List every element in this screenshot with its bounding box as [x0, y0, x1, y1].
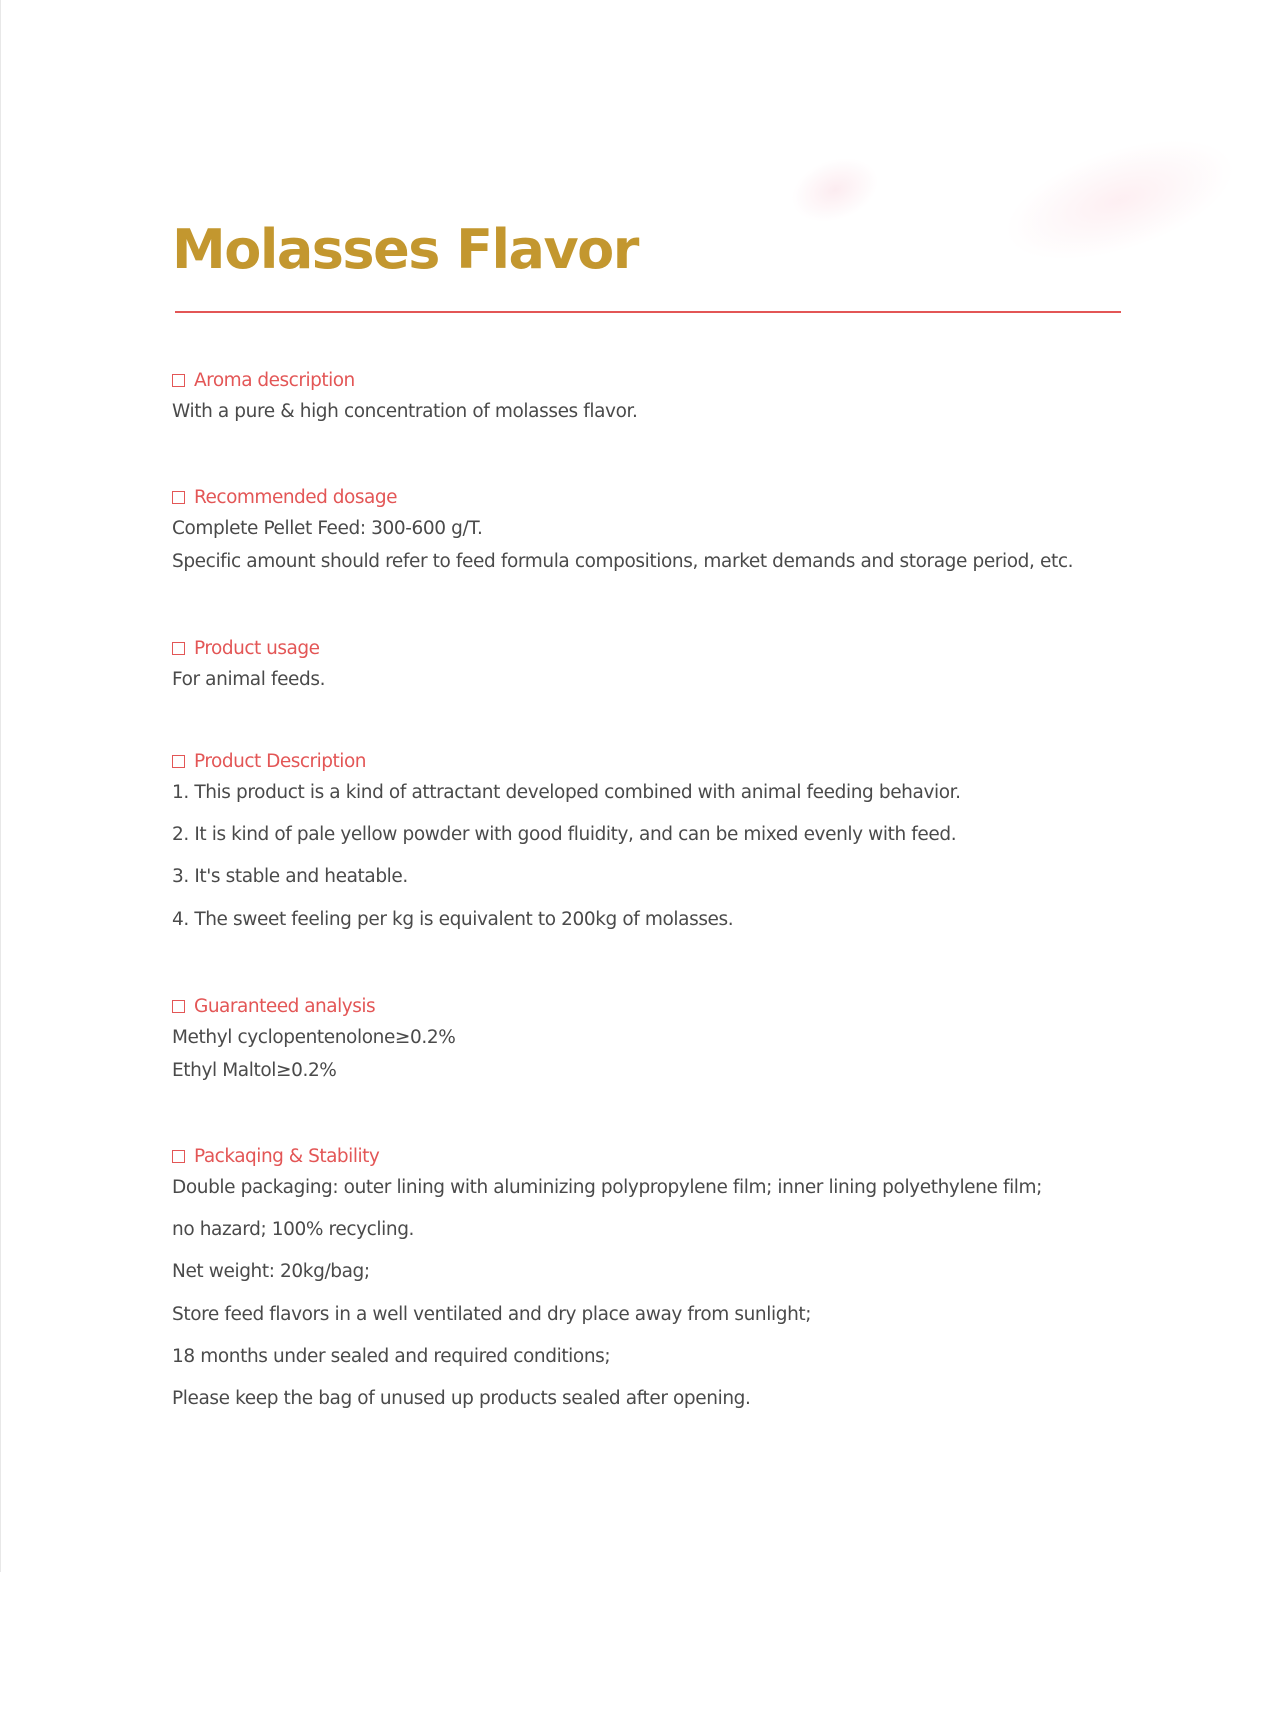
- checkbox-icon: [172, 755, 185, 768]
- body-line: Double packaging: outer lining with aluminizing polypropylene film; inner lining polyethylene film;: [172, 1177, 1042, 1198]
- section-heading-label: Guaranteed analysis: [194, 995, 376, 1017]
- section-guaranteed-analysis: [172, 991, 1092, 1082]
- checkbox-icon: [172, 642, 185, 655]
- title-divider: [175, 311, 1121, 313]
- section-packaging-stability: [172, 1141, 1092, 1410]
- section-heading: [172, 991, 1092, 1021]
- list-item: 3. It's stable and heatable.: [172, 866, 408, 888]
- list-item: 4. The sweet feeling per kg is equivalent to 200kg of molasses.: [172, 908, 734, 930]
- page-title: Molasses Flavor: [172, 218, 638, 281]
- body-line: Complete Pellet Feed: 300-600 g/T.: [172, 518, 483, 539]
- body-line: Methyl cyclopentenolone≥0.2%: [172, 1027, 456, 1048]
- checkbox-icon: [172, 1000, 185, 1013]
- checkbox-icon: [172, 374, 185, 387]
- checkbox-icon: [172, 1150, 185, 1163]
- body-line: For animal feeds.: [172, 669, 326, 690]
- section-heading-label: Product usage: [194, 637, 320, 659]
- section-heading: [172, 746, 1092, 776]
- section-heading: [172, 482, 1092, 512]
- section-recommended-dosage: [172, 482, 1092, 573]
- body-line: Ethyl Maltol≥0.2%: [172, 1060, 337, 1082]
- section-heading-label: Product Description: [194, 750, 366, 772]
- body-line: With a pure & high concentration of molasses flavor.: [172, 401, 638, 422]
- section-aroma-description: [172, 365, 1092, 423]
- body-line: 18 months under sealed and required conditions;: [172, 1345, 611, 1367]
- body-line: Net weight: 20kg/bag;: [172, 1261, 370, 1283]
- section-product-description: [172, 746, 1092, 931]
- body-line: Please keep the bag of unused up products sealed after opening.: [172, 1387, 751, 1409]
- body-line: Specific amount should refer to feed formula compositions, market demands and storage period, etc.: [172, 551, 1074, 573]
- section-heading-label: Packaqing & Stability: [194, 1145, 380, 1167]
- section-heading: [172, 1141, 1092, 1171]
- list-item: 2. It is kind of pale yellow powder with good fluidity, and can be mixed evenly with feed.: [172, 824, 957, 846]
- checkbox-icon: [172, 491, 185, 504]
- body-line: Store feed flavors in a well ventilated and dry place away from sunlight;: [172, 1303, 812, 1325]
- section-product-usage: [172, 633, 1092, 691]
- body-line: no hazard; 100% recycling.: [172, 1219, 415, 1241]
- section-heading-label: Recommended dosage: [194, 486, 397, 508]
- list-item: 1. This product is a kind of attractant developed combined with animal feeding behavior.: [172, 782, 961, 803]
- section-heading: [172, 365, 1092, 395]
- section-heading: [172, 633, 1092, 663]
- section-heading-label: Aroma description: [194, 369, 355, 391]
